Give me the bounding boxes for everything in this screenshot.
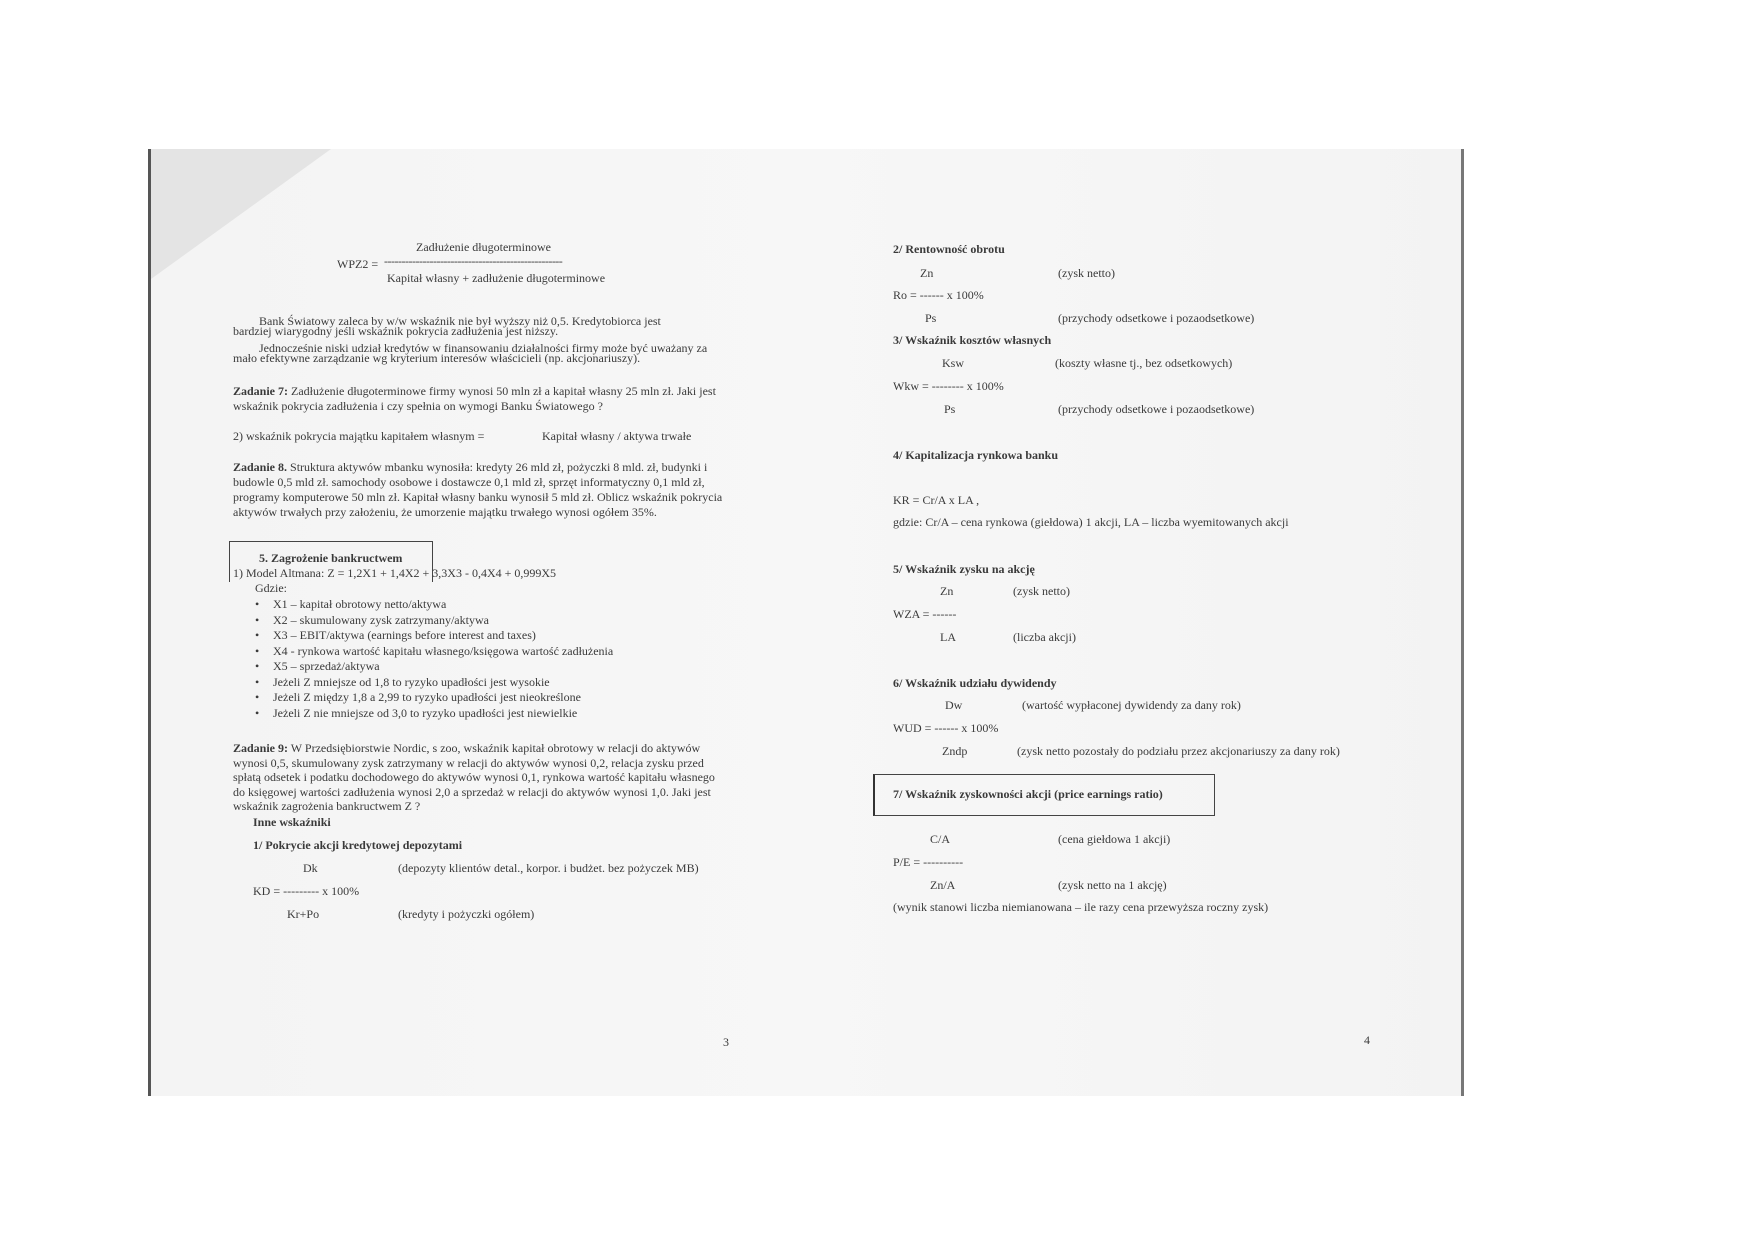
page-number-left: 3 [723,1035,729,1049]
s7-numerator: C/A [930,832,951,846]
s6-denominator: Zndp [942,744,968,758]
task-8 [233,460,726,520]
task-7-text: Zadłużenie długoterminowe firmy wynosi 50 mln zł a kapitał własny 25 mln zł. Jaki jest wskaźnik pokrycia zadłużenia i czy spełnia on wymogi Banku Światowego ? [233,384,716,413]
task-9 [233,741,726,814]
wpz2-denominator: Kapitał własny + zadłużenie długoterminowe [387,271,606,285]
s7-title: 7/ Wskaźnik zyskowności akcji (price earnings ratio) [893,787,1163,801]
kd-denominator: Kr+Po [287,907,320,921]
s7-numerator-note: (cena giełdowa 1 akcji) [1058,832,1171,846]
kd-title: 1/ Pokrycie akcji kredytowej depozytami [253,838,463,852]
line-2-right: Kapitał własny / aktywa trwałe [542,429,692,443]
paragraph-world-bank: Bank Światowy zaleca by w/w wskaźnik nie był wyższy niż 0,5. Kredytobiorca jest bardziej wiarygodny jeśli wskaźnik pokrycia zadłużenia jest niższy. [233,314,661,338]
s7-denominator-note: (zysk netto na 1 akcję) [1058,878,1167,892]
gdzie-label: Gdzie: [255,581,287,595]
s5-formula: WZA = ------ [893,607,957,621]
s5-title: 5/ Wskaźnik zysku na akcję [893,562,1035,576]
other-indicators-heading: Inne wskaźniki [253,815,331,829]
s4-note: gdzie: Cr/A – cena rynkowa (giełdowa) 1 akcji, LA – liczba wyemitowanych akcji [893,515,1289,529]
s5-numerator-note: (zysk netto) [1013,584,1070,598]
list-item: • X5 – sprzedaż/aktywa [255,659,613,675]
altman-variables-list [255,597,613,721]
altman-formula: 1) Model Altmana: Z = 1,2X1 + 1,4X2 + 3,3X3 - 0,4X4 + 0,999X5 [233,566,557,580]
task-9-label: Zadanie 9: [233,741,289,755]
task-9-text: W Przedsiębiorstwie Nordic, s zoo, wskaźnik kapitał obrotowy w relacji do aktywów wynosi 0,5, skumulowany zysk zatrzymany w relacji do aktywów wynosi 0,2, relacja zysku przed spłatą odsetek i podatku dochodowego do aktywów wynosi 0,1, rynkowa wartość kapitału własnego do księgowej wartości zadłużenia wynosi 2,0 a sprzedaż w relacji do aktywów wynosi 1,0. Jaki jest wskaźnik zagrożenia bankructwem Z ? [233,741,715,813]
scan-edge-left [148,149,151,1096]
section-5-title: 5. Zagrożenie bankructwem [259,551,403,565]
s2-numerator-note: (zysk netto) [1058,266,1115,280]
s5-numerator: Zn [940,584,954,598]
s2-denominator: Ps [925,311,937,325]
wpz2-numerator: Zadłużenie długoterminowe [416,240,551,254]
s3-numerator-note: (koszty własne tj., bez odsetkowych) [1055,356,1233,370]
kd-formula: KD = --------- x 100% [253,884,360,898]
s6-numerator: Dw [945,698,963,712]
s7-formula: P/E = ---------- [893,855,964,869]
scan-edge-right [1461,149,1464,1096]
wpz2-label: WPZ2 = [337,257,379,271]
kd-numerator-note: (depozyty klientów detal., korpor. i budżet. bez pożyczek MB) [398,861,699,875]
task-8-label: Zadanie 8. [233,460,288,474]
s2-title: 2/ Rentowność obrotu [893,242,1005,256]
task-7 [233,384,726,414]
paragraph-efficiency: Jednocześnie niski udział kredytów w finansowaniu działalności firmy może być uważany za mało efektywne zarządzanie wg kryterium interesów właścicieli (np. akcjonariuszy). [233,341,708,365]
page-fold-shadow [151,149,331,279]
list-item: • Jeżeli Z mniejsze od 1,8 to ryzyko upadłości jest wysokie [255,675,613,691]
list-item: • Jeżeli Z nie mniejsze od 3,0 to ryzyko upadłości jest niewielkie [255,706,613,722]
s3-denominator-note: (przychody odsetkowe i pozaodsetkowe) [1058,402,1255,416]
s5-denominator: LA [940,630,956,644]
s7-denominator: Zn/A [930,878,956,892]
list-item: • Jeżeli Z między 1,8 a 2,99 to ryzyko upadłości jest nieokreślone [255,690,613,706]
s3-numerator: Ksw [942,356,965,370]
s3-formula: Wkw = -------- x 100% [893,379,1004,393]
list-item: • X3 – EBIT/aktywa (earnings before interest and taxes) [255,628,613,644]
s3-denominator: Ps [944,402,956,416]
s4-formula: KR = Cr/A x LA , [893,493,980,507]
s6-title: 6/ Wskaźnik udziału dywidendy [893,676,1057,690]
s6-denominator-note: (zysk netto pozostały do podziału przez akcjonariuszy za dany rok) [1017,744,1340,758]
list-item: • X1 – kapitał obrotowy netto/aktywa [255,597,613,613]
task-7-label: Zadanie 7: [233,384,289,398]
wpz2-dashes: --------------------------------------------------- [384,254,563,268]
kd-denominator-note: (kredyty i pożyczki ogółem) [398,907,535,921]
s7-note: (wynik stanowi liczba niemianowana – ile razy cena przewyższa roczny zysk) [893,900,1269,914]
line-2-left: 2) wskaźnik pokrycia majątku kapitałem własnym = [233,429,485,443]
kd-numerator: Dk [303,861,318,875]
s3-title: 3/ Wskaźnik kosztów własnych [893,333,1052,347]
list-item: • X2 – skumulowany zysk zatrzymany/aktywa [255,613,613,629]
s4-title: 4/ Kapitalizacja rynkowa banku [893,448,1059,462]
s2-formula: Ro = ------ x 100% [893,288,984,302]
task-8-text: Struktura aktywów mbanku wynosiła: kredyty 26 mld zł, pożyczki 8 mld. zł, budynki i budowle 0,5 mld zł. samochody osobowe i dostawcze 0,1 mld zł, sprzęt informatyczny 0,1 mld zł, programy komputerowe 50 mln zł. Kapitał własny banku wynosił 5 mld zł. Oblicz wskaźnik pokrycia aktywów trwałych przy założeniu, że umorzenie majątku trwałego wynosi ogółem 35%. [233,460,723,519]
s6-formula: WUD = ------ x 100% [893,721,999,735]
s2-numerator: Zn [920,266,934,280]
s2-denominator-note: (przychody odsetkowe i pozaodsetkowe) [1058,311,1255,325]
list-item: • X4 - rynkowa wartość kapitału własnego/księgowa wartość zadłużenia [255,644,613,660]
s5-denominator-note: (liczba akcji) [1013,630,1076,644]
s6-numerator-note: (wartość wypłaconej dywidendy za dany rok) [1022,698,1241,712]
page-number-right: 4 [1364,1033,1370,1047]
